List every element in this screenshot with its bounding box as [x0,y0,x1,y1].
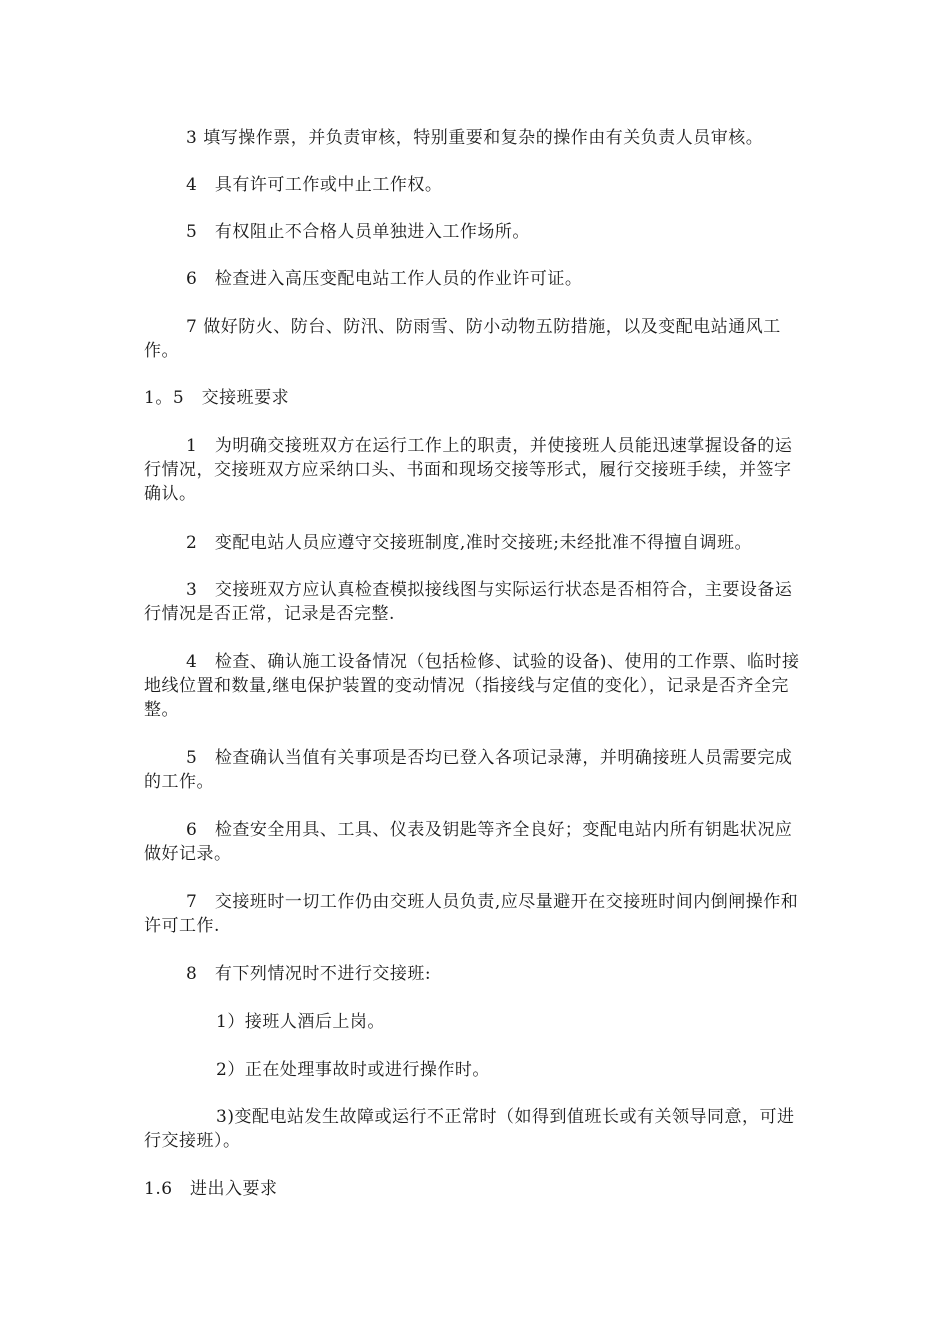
paragraph-check-work-permit: 6 检查进入高压变配电站工作人员的作业许可证。 [186,269,583,289]
paragraph-handover-discipline: 2 变配电站人员应遵守交接班制度,准时交接班;未经批准不得擅自调班。 [186,533,752,553]
paragraph-check-wiring-diagram: 3 交接班双方应认真检查模拟接线图与实际运行状态是否相符合，主要设备运行情况是否正常，记录是否完整. [144,580,793,624]
paragraph-no-handover-conditions: 8 有下列情况时不进行交接班: [186,964,432,984]
paragraph-check-records: 5 检查确认当值有关事项是否均已登入各项记录薄，并明确接班人员需要完成的工作。 [144,748,793,792]
paragraph-five-protections: 7 做好防火、防台、防汛、防雨雪、防小动物五防措施，以及变配电站通风工作。 [144,317,781,361]
paragraph-check-equipment: 4 检查、确认施工设备情况（包括检修、试验的设备)、使用的工作票、临时接地线位置和数量,继电保护装置的变动情况（指接线与定值的变化），记录是否齐全完整。 [144,652,800,720]
paragraph-stop-unqualified: 5 有权阻止不合格人员单独进入工作场所。 [186,222,530,242]
paragraph-fill-operation-ticket: 3 填写操作票，并负责审核，特别重要和复杂的操作由有关负责人员审核。 [186,128,764,148]
paragraph-work-permission: 4 具有许可工作或中止工作权。 [186,175,443,195]
list-item-drinking: 1）接班人酒后上岗。 [216,1012,385,1032]
section-heading-entry-exit: 1.6 进出入要求 [144,1179,278,1199]
paragraph-check-tools-keys: 6 检查安全用具、工具、仪表及钥匙等齐全良好；变配电站内所有钥匙状况应做好记录。 [144,820,793,864]
paragraph-handover-responsibility: 1 为明确交接班双方在运行工作上的职责，并使接班人员能迅速掌握设备的运行情况，交接班双方应采纳口头、书面和现场交接等形式，履行交接班手续，并签字确认。 [144,436,793,504]
paragraph-handover-responsibility-time: 7 交接班时一切工作仍由交班人员负责,应尽量避开在交接班时间内倒闸操作和许可工作. [144,892,799,936]
list-item-handling-accident: 2）正在处理事故时或进行操作时。 [216,1060,490,1080]
section-heading-shift-handover: 1。5 交接班要求 [144,388,290,408]
list-item-station-fault: 3)变配电站发生故障或运行不正常时（如得到值班长或有关领导同意，可进行交接班）。 [144,1107,795,1151]
